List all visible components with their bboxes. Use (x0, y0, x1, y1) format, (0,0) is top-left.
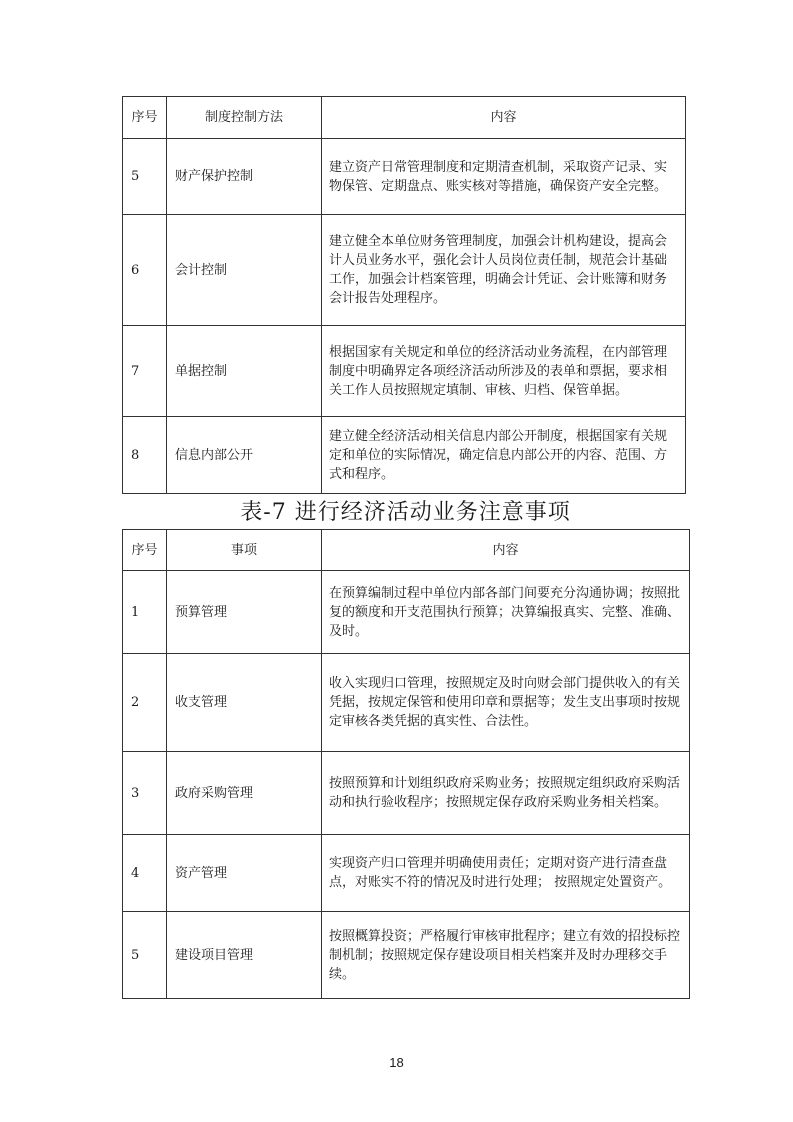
table-row (123, 912, 690, 999)
table-row (123, 752, 690, 835)
internal-control-methods-table (122, 96, 686, 494)
row-control-method: 信息内部公开 (167, 417, 322, 494)
row-content: 建立健全经济活动相关信息内部公开制度，根据国家有关规定和单位的实际情况，确定信息内部公开的内容、范围、方式和程序。 (322, 417, 686, 494)
row-content: 按照预算和计划组织政府采购业务；按照规定组织政府采购活动和执行验收程序；按照规定保存政府采购业务相关档案。 (322, 752, 690, 835)
header-control-method: 制度控制方法 (167, 97, 322, 139)
row-serial-number: 2 (123, 654, 167, 752)
row-content: 实现资产归口管理并明确使用责任；定期对资产进行清查盘点，对账实不符的情况及时进行处理； 按照规定处置资产。 (322, 835, 690, 912)
table-row (123, 417, 686, 494)
table-row (123, 326, 686, 417)
row-serial-number: 1 (123, 571, 167, 654)
table-row (123, 571, 690, 654)
table-header-row (123, 530, 690, 571)
row-content: 建立健全本单位财务管理制度，加强会计机构建设，提高会计人员业务水平，强化会计人员岗位责任制，规范会计基础工作，加强会计档案管理，明确会计凭证、会计账簿和财务会计报告处理程序。 (322, 215, 686, 326)
header-item: 事项 (167, 530, 322, 571)
row-serial-number: 4 (123, 835, 167, 912)
row-serial-number: 3 (123, 752, 167, 835)
row-serial-number: 5 (123, 139, 167, 215)
row-item: 资产管理 (167, 835, 322, 912)
header-content: 内容 (322, 97, 686, 139)
row-content: 收入实现归口管理，按照规定及时向财会部门提供收入的有关凭据，按规定保管和使用印章和票据等；发生支出事项时按规定审核各类凭据的真实性、合法性。 (322, 654, 690, 752)
header-serial-number: 序号 (123, 530, 167, 571)
page-number: 18 (389, 1055, 404, 1070)
row-serial-number: 8 (123, 417, 167, 494)
row-item: 收支管理 (167, 654, 322, 752)
economic-activity-notes-table (122, 529, 690, 999)
row-control-method: 会计控制 (167, 215, 322, 326)
row-content: 按照概算投资；严格履行审核审批程序；建立有效的招投标控制机制；按照规定保存建设项目相关档案并及时办理移交手续。 (322, 912, 690, 999)
row-serial-number: 6 (123, 215, 167, 326)
row-content: 建立资产日常管理制度和定期清查机制，采取资产记录、实物保管、定期盘点、账实核对等措施，确保资产安全完整。 (322, 139, 686, 215)
row-control-method: 财产保护控制 (167, 139, 322, 215)
table-row (123, 139, 686, 215)
row-item: 政府采购管理 (167, 752, 322, 835)
table-row (123, 835, 690, 912)
row-content: 根据国家有关规定和单位的经济活动业务流程，在内部管理制度中明确界定各项经济活动所涉及的表单和票据，要求相关工作人员按照规定填制、审核、归档、保管单据。 (322, 326, 686, 417)
row-serial-number: 7 (123, 326, 167, 417)
row-item: 预算管理 (167, 571, 322, 654)
row-control-method: 单据控制 (167, 326, 322, 417)
table-row (123, 654, 690, 752)
header-serial-number: 序号 (123, 97, 167, 139)
row-content: 在预算编制过程中单位内部各部门间要充分沟通协调；按照批复的额度和开支范围执行预算；决算编报真实、完整、准确、及时。 (322, 571, 690, 654)
row-item: 建设项目管理 (167, 912, 322, 999)
header-content: 内容 (322, 530, 690, 571)
table-row (123, 215, 686, 326)
table-header-row (123, 97, 686, 139)
table7-title: 表-7 进行经济活动业务注意事项 (240, 500, 571, 525)
row-serial-number: 5 (123, 912, 167, 999)
